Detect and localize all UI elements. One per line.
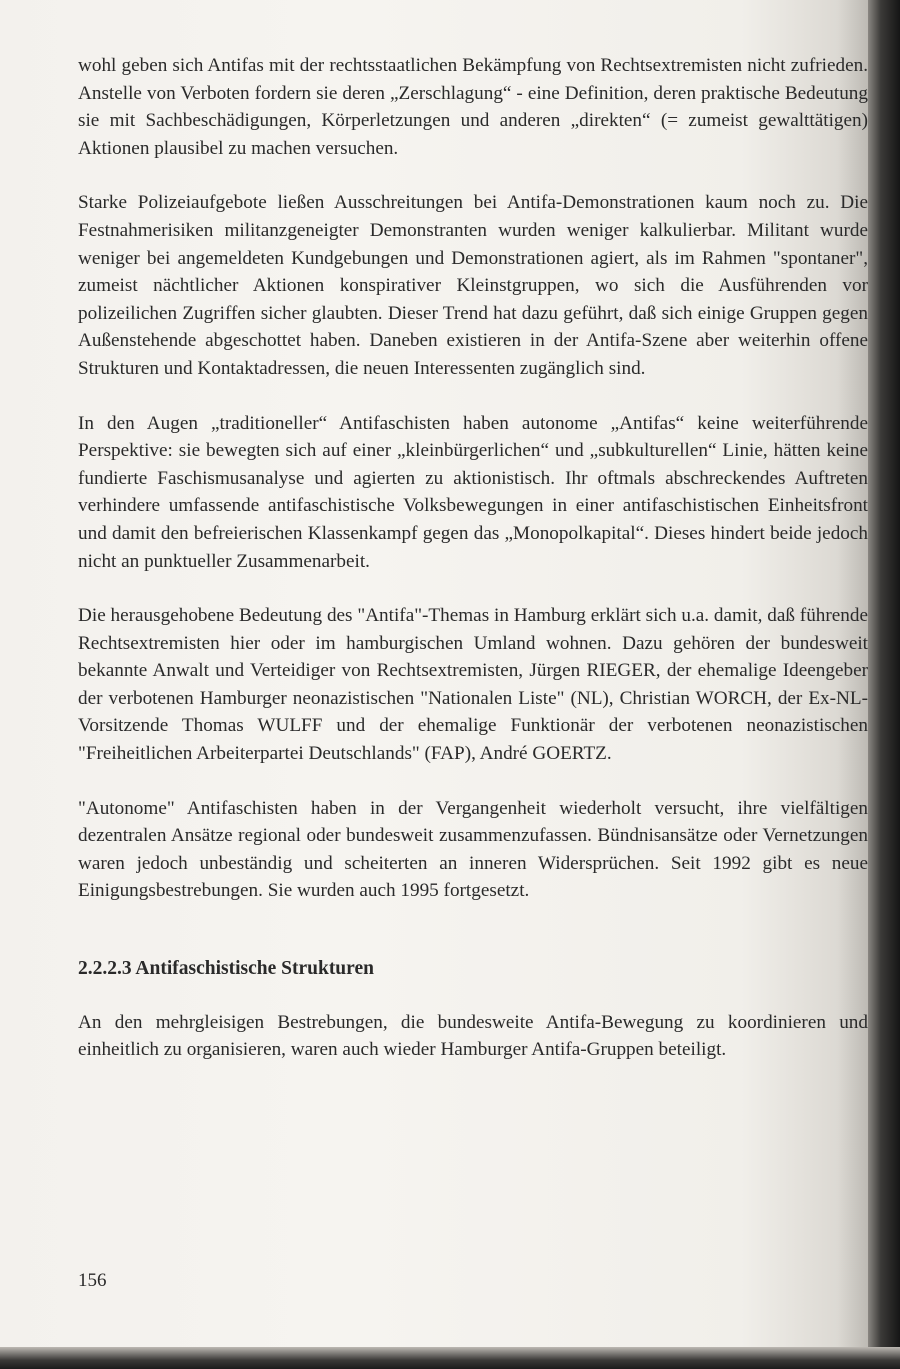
paragraph-4: Die herausgehobene Bedeutung des "Antifa"-Themas in Hamburg erklärt sich u.a. damit, daß führende Rechtsextremisten hier oder im hamburgischen Umland wohnen. Dazu gehören der bundesweit bekannte Anwalt und Verteidiger von Rechtsextremisten, Jürgen RIEGER, der ehemalige Ideengeber der verbotenen Hamburger neonazistischen "Nationalen Liste" (NL), Christian WORCH, der Ex-NL-Vorsitzende Thomas WULFF und der ehemalige Funktionär der verbotenen neonazistischen "Freiheitlichen Arbeiterpartei Deutschlands" (FAP), André GOERTZ.	[78, 605, 868, 765]
book-spine-shadow	[868, 0, 900, 1369]
page-number: 156	[78, 1270, 107, 1291]
page-bottom-edge	[0, 1347, 900, 1369]
paragraph-final: An den mehrgleisigen Bestrebungen, die bundesweite Antifa-Bewegung zu koordinieren und einheitlich zu organisieren, waren auch wieder Hamburger Antifa-Gruppen beteiligt.	[78, 1011, 868, 1061]
section-heading: 2.2.2.3 Antifaschistische Strukturen	[78, 958, 374, 980]
page-content	[78, 52, 868, 1091]
paragraph-3: In den Augen „traditioneller“ Antifaschisten haben autonome „Antifas“ keine weiterführende Perspektive: sie bewegten sich auf einer „kleinbürgerlichen“ und „subkulturellen“ Linie, hätten keine fundierte Faschismusanalyse und agierten zu aktionistisch. Ihr oftmals abschreckendes Auftreten verhindere umfassende antifaschistische Volksbewegungen in einer antifaschistischen Einheitsfront und damit den befreierischen Klassenkampf gegen das „Monopolkapital“. Dieses hindert beide jedoch nicht an punktueller Zusammenarbeit.	[78, 412, 868, 572]
paragraph-1: wohl geben sich Antifas mit der rechtsstaatlichen Bekämpfung von Rechtsextremisten nicht zufrieden. Anstelle von Verboten fordern sie deren „Zerschlagung“ - eine Definition, deren praktische Bedeutung sie mit Sachbeschädigungen, Körperletzungen und anderen „direkten“ (= zumeist gewalttätigen) Aktionen plausibel zu machen versuchen.	[78, 55, 868, 159]
paragraph-2: Starke Polizeiaufgebote ließen Ausschreitungen bei Antifa-Demonstrationen kaum noch zu. Die Festnahmerisiken militanzgeneigter Demonstranten wurden weniger kalkulierbar. Militant wurde weniger bei angemeldeten Kundgebungen und Demonstrationen agiert, als im Rahmen "spontaner", zumeist nächtlicher Aktionen konspirativer Kleinstgruppen, wo sich die Ausführenden vor polizeilichen Zugriffen sicher glaubten. Dieser Trend hat dazu geführt, daß sich einige Gruppen gegen Außenstehende abgeschottet haben. Daneben existieren in der Antifa-Szene aber weiterhin offene Strukturen und Kontaktadressen, die neuen Interessenten zugänglich sind.	[78, 192, 868, 379]
paragraph-5: "Autonome" Antifaschisten haben in der Vergangenheit wiederholt versucht, ihre vielfältigen dezentralen Ansätze regional oder bundesweit zusammenzufassen. Bündnisansätze oder Vernetzungen waren jedoch unbeständig und scheiterten an inneren Widersprüchen. Seit 1992 gibt es neue Einigungsbestrebungen. Sie wurden auch 1995 fortgesetzt.	[78, 797, 868, 902]
